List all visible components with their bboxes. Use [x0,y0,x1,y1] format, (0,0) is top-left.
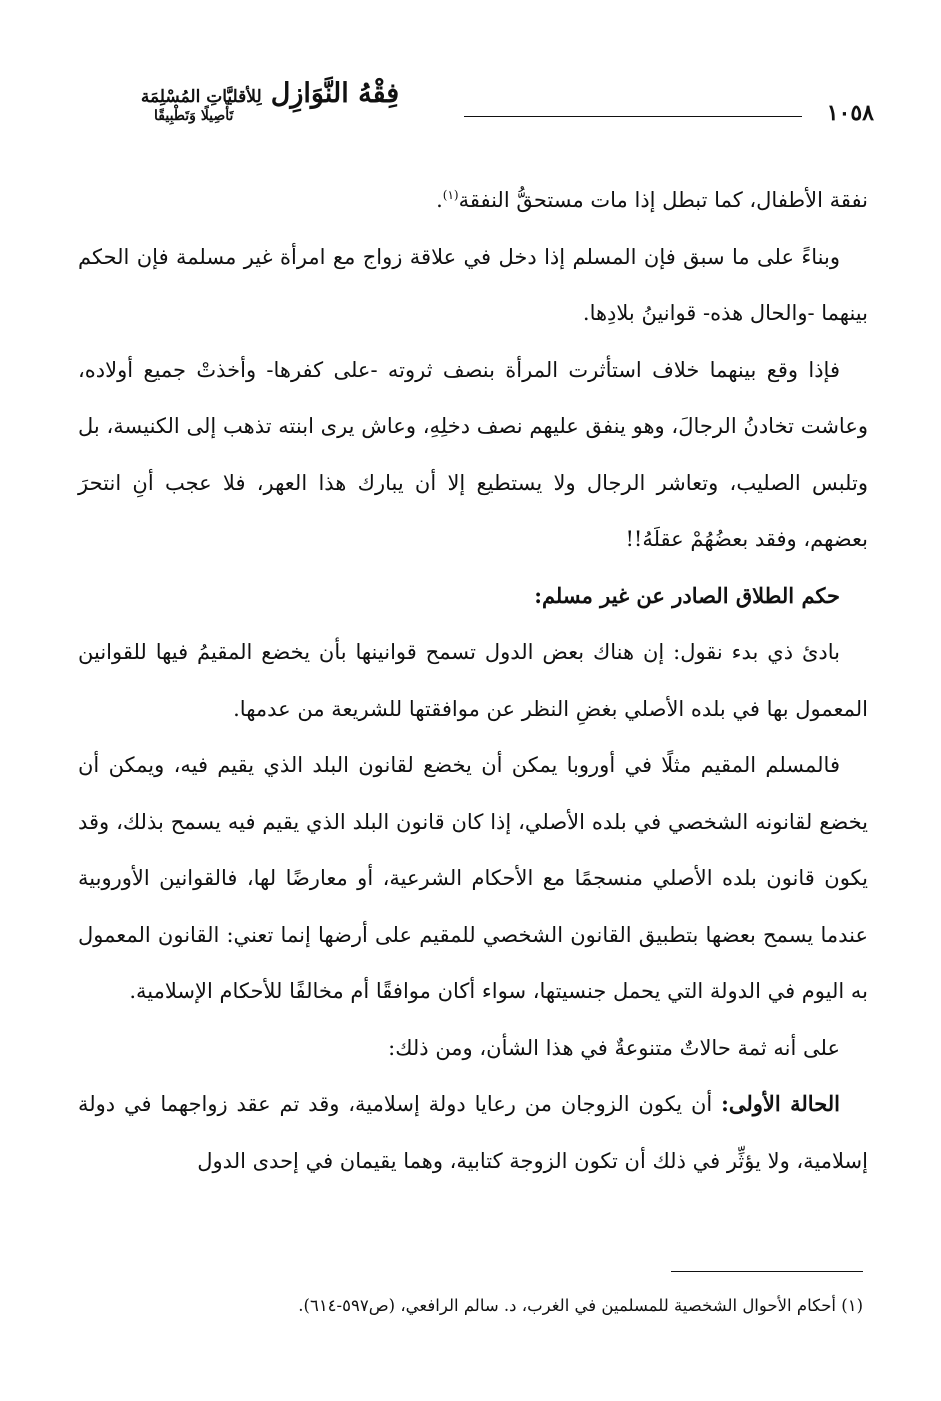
book-title-suffix: لِلأقليَّاتِ المُسْلِمَة [140,87,262,107]
footnote: (١) أحكام الأحوال الشخصية للمسلمين في الغرب، د. سالم الرافعي، (ص٥٩٧-٦١٤). [298,1296,863,1315]
footnote-reference: (١) [442,188,459,202]
paragraph-end: . [436,188,443,212]
paragraph: فإذا وقع بينهما خلاف استأثرت المرأة بنصف ثروته -على كفرها- وأخذتْ جميع أولاده، وعاشت تخادنُ الرجالَ، وهو ينفق عليهم نصف دخلِهِ، وعاش يرى ابنته تذهب إلى الكنيسة، بل وتلبس الصليب، وتعاشر الرجال ولا يستطيع إلا أن يبارك هذا العهر، فلا عجب أنِ انتحرَ بعضهم، وفقد بعضُهُمْ عقلَهُ!! [78,357,868,551]
book-subtitle: تَأْصِيلًا وَتَطْبِيقًا [154,108,234,124]
paragraph: فالمسلم المقيم مثلًا في أوروبا يمكن أن يخضع لقانون البلد الذي يقيم فيه، ويمكن أن يخضع لقانونه الشخصي في بلده الأصلي، إذا كان قانون البلد الذي يقيم فيه يسمح بذلك، وقد يكون قانون بلده الأصلي منسجمًا مع الأحكام الشرعية، أو معارضًا لها، فالقوانين الأوروبية عندما يسمح بعضها بتطبيق القانون الشخصي للمقيم على أرضها إنما تعني: القانون المعمول به اليوم في الدولة التي يحمل جنسيتها، سواء أكان موافقًا أم مخالفًا للأحكام الإسلامية. [78,753,868,1003]
page-number: ١٠٥٨ [826,100,874,126]
header-rule [464,116,802,117]
paragraph [78,172,868,229]
page-body [78,172,868,1189]
footnote-separator [671,1271,863,1272]
paragraph-text: أن يكون الزوجان من رعايا دولة إسلامية، وقد تم عقد زواجهما في دولة إسلامية، ولا يؤثِّر في ذلك أن تكون الزوجة كتابية، وهما يقيمان في إحدى الدول [78,1092,868,1173]
book-title-main: فِقْهُ النَّوَازِل [270,78,400,109]
paragraph-text: نفقة الأطفال، كما تبطل إذا مات مستحقُّ النفقة [458,188,868,212]
section-heading: حكم الطلاق الصادر عن غير مسلم: [534,582,840,608]
paragraph [78,1076,868,1189]
paragraph: على أنه ثمة حالاتٌ متنوعةٌ في هذا الشأن، ومن ذلك: [388,1035,840,1060]
page-header [84,72,874,152]
paragraph: بادئ ذي بدء نقول: إن هناك بعض الدول تسمح قوانينها بأن يخضع المقيمُ فيها للقوانين المعمول بها في بلده الأصلي بغضِ النظر عن موافقتها للشريعة من عدمها. [78,640,868,721]
case-label: الحالة الأولى: [721,1091,840,1116]
book-title [84,80,456,123]
paragraph: وبناءً على ما سبق فإن المسلم إذا دخل في علاقة زواج مع امرأة غير مسلمة فإن الحكم بينهما -والحال هذه- قوانينُ بلادِها. [78,244,868,325]
